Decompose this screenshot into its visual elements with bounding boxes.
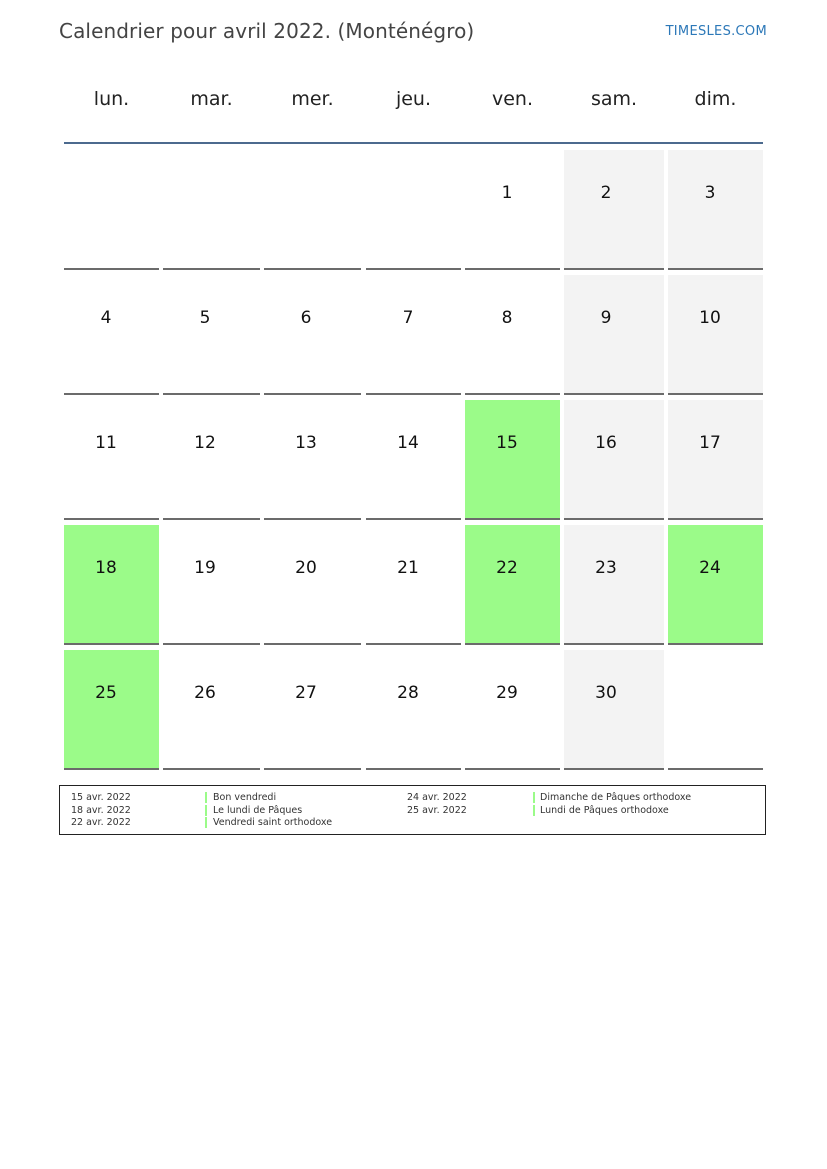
legend-date: 15 avr. 2022 bbox=[71, 792, 131, 803]
day-cell-17[interactable] bbox=[668, 400, 763, 520]
calendar-grid bbox=[64, 150, 763, 770]
day-number: 17 bbox=[699, 433, 721, 453]
day-number: 27 bbox=[295, 683, 317, 703]
day-number: 6 bbox=[300, 308, 312, 328]
day-number: 24 bbox=[699, 558, 721, 578]
day-cell-15[interactable] bbox=[465, 400, 560, 520]
empty-day-cell bbox=[668, 650, 763, 770]
day-cell-27[interactable] bbox=[264, 650, 361, 770]
day-cell-3[interactable] bbox=[668, 150, 763, 270]
weekday-label: ven. bbox=[491, 88, 533, 110]
legend-color-marker bbox=[533, 792, 535, 803]
legend-row bbox=[60, 805, 765, 817]
day-number: 3 bbox=[704, 183, 716, 203]
day-number: 16 bbox=[595, 433, 617, 453]
day-cell-20[interactable] bbox=[264, 525, 361, 645]
day-number: 2 bbox=[600, 183, 612, 203]
day-number: 21 bbox=[397, 558, 419, 578]
day-number: 10 bbox=[699, 308, 721, 328]
legend-date: 24 avr. 2022 bbox=[407, 792, 467, 803]
legend-date: 22 avr. 2022 bbox=[71, 817, 131, 828]
day-cell-8[interactable] bbox=[465, 275, 560, 395]
legend-holiday-name: Vendredi saint orthodoxe bbox=[213, 817, 333, 828]
day-cell-1[interactable] bbox=[465, 150, 560, 270]
day-number: 8 bbox=[501, 308, 513, 328]
empty-day-cell bbox=[163, 150, 260, 270]
day-number: 11 bbox=[95, 433, 117, 453]
day-number: 4 bbox=[100, 308, 112, 328]
day-cell-23[interactable] bbox=[564, 525, 664, 645]
day-cell-4[interactable] bbox=[64, 275, 159, 395]
day-cell-12[interactable] bbox=[163, 400, 260, 520]
day-number: 7 bbox=[402, 308, 414, 328]
day-number: 30 bbox=[595, 683, 617, 703]
weekday-header bbox=[64, 88, 763, 122]
day-cell-24[interactable] bbox=[668, 525, 763, 645]
weekday-label: sam. bbox=[590, 88, 638, 110]
day-cell-19[interactable] bbox=[163, 525, 260, 645]
weekday-label: lun. bbox=[93, 88, 130, 110]
legend-holiday-name: Bon vendredi bbox=[213, 792, 277, 803]
day-number: 15 bbox=[496, 433, 518, 453]
legend-holiday-name: Lundi de Pâques orthodoxe bbox=[540, 804, 669, 816]
legend-color-marker bbox=[205, 817, 207, 828]
day-cell-29[interactable] bbox=[465, 650, 560, 770]
day-cell-9[interactable] bbox=[564, 275, 664, 395]
day-number: 22 bbox=[496, 558, 518, 578]
day-cell-22[interactable] bbox=[465, 525, 560, 645]
day-cell-26[interactable] bbox=[163, 650, 260, 770]
day-cell-16[interactable] bbox=[564, 400, 664, 520]
day-cell-10[interactable] bbox=[668, 275, 763, 395]
empty-day-cell bbox=[64, 150, 159, 270]
legend-holiday-name: Le lundi de Pâques bbox=[213, 804, 303, 816]
holiday-legend bbox=[59, 785, 766, 835]
legend-date: 18 avr. 2022 bbox=[71, 804, 131, 816]
day-cell-30[interactable] bbox=[564, 650, 664, 770]
weekday-label: mar. bbox=[190, 88, 233, 110]
empty-day-cell bbox=[264, 150, 361, 270]
empty-day-cell bbox=[366, 150, 461, 270]
day-number: 28 bbox=[397, 683, 419, 703]
weekday-label: jeu. bbox=[395, 88, 432, 110]
page-title: Calendrier pour avril 2022. (Monténégro) bbox=[59, 19, 475, 43]
day-number: 9 bbox=[600, 308, 612, 328]
brand-link[interactable]: TIMESLES.COM bbox=[665, 24, 767, 39]
day-cell-5[interactable] bbox=[163, 275, 260, 395]
day-cell-2[interactable] bbox=[564, 150, 664, 270]
legend-date: 25 avr. 2022 bbox=[407, 804, 467, 816]
day-cell-13[interactable] bbox=[264, 400, 361, 520]
day-number: 20 bbox=[295, 558, 317, 578]
day-number: 29 bbox=[496, 683, 518, 703]
legend-row bbox=[60, 792, 765, 804]
legend-color-marker bbox=[533, 805, 535, 816]
day-number: 14 bbox=[397, 433, 419, 453]
day-number: 26 bbox=[194, 683, 216, 703]
weekday-label: dim. bbox=[694, 88, 737, 110]
day-cell-28[interactable] bbox=[366, 650, 461, 770]
day-number: 5 bbox=[199, 308, 211, 328]
day-cell-6[interactable] bbox=[264, 275, 361, 395]
day-cell-11[interactable] bbox=[64, 400, 159, 520]
day-number: 25 bbox=[95, 683, 117, 703]
day-cell-7[interactable] bbox=[366, 275, 461, 395]
legend-holiday-name: Dimanche de Pâques orthodoxe bbox=[540, 792, 692, 803]
day-number: 23 bbox=[595, 558, 617, 578]
header-divider bbox=[64, 142, 763, 144]
weekday-label: mer. bbox=[291, 88, 334, 110]
day-number: 18 bbox=[95, 558, 117, 578]
day-number: 1 bbox=[501, 183, 513, 203]
day-number: 12 bbox=[194, 433, 216, 453]
day-cell-18[interactable] bbox=[64, 525, 159, 645]
day-cell-14[interactable] bbox=[366, 400, 461, 520]
day-cell-21[interactable] bbox=[366, 525, 461, 645]
legend-row bbox=[60, 817, 765, 829]
day-number: 19 bbox=[194, 558, 216, 578]
day-cell-25[interactable] bbox=[64, 650, 159, 770]
day-number: 13 bbox=[295, 433, 317, 453]
